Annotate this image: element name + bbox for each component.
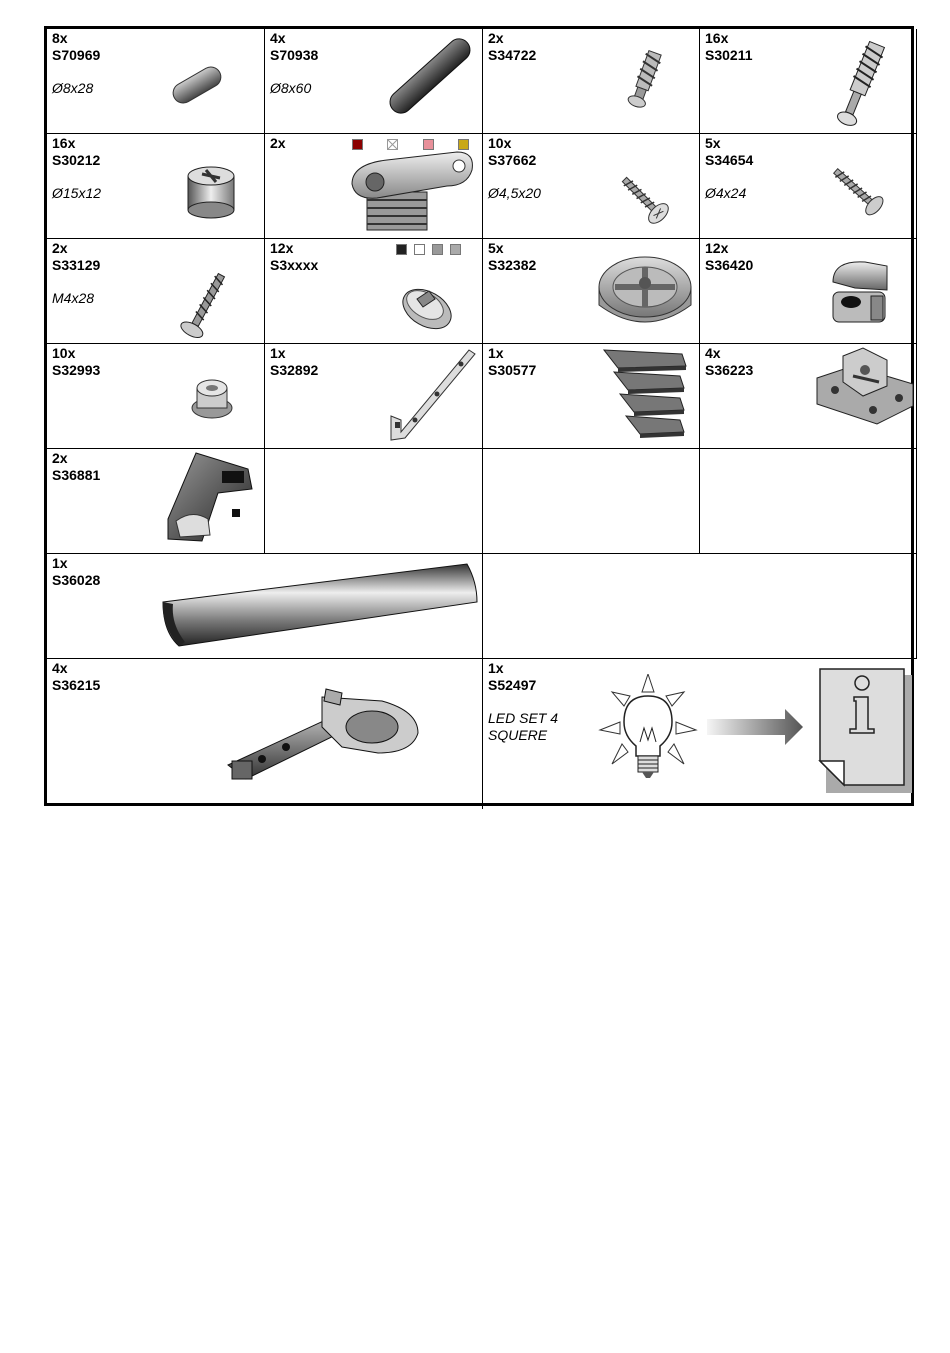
part-code: S37662 xyxy=(488,152,537,168)
part-dimension: Ø4x24 xyxy=(705,185,747,201)
hinge-icon xyxy=(222,687,422,787)
empty-cell xyxy=(483,449,700,554)
part-cell xyxy=(700,134,917,239)
part-cell xyxy=(483,344,700,449)
part-code: S36223 xyxy=(705,362,754,378)
handle-icon xyxy=(159,562,479,652)
part-code: S70969 xyxy=(52,47,101,63)
part-cell xyxy=(265,239,483,344)
part-code: S34722 xyxy=(488,47,537,63)
part-code: S36420 xyxy=(705,257,754,273)
part-qty: 4x xyxy=(705,345,721,361)
part-cell xyxy=(265,29,483,134)
part-qty: 8x xyxy=(52,30,68,46)
part-cell xyxy=(700,344,917,449)
part-description: LED SET 4 SQUERE xyxy=(488,710,559,743)
color-swatch xyxy=(450,244,461,255)
part-cell xyxy=(47,344,265,449)
part-dimension: Ø8x28 xyxy=(52,80,94,96)
part-code: S3xxxx xyxy=(270,257,319,273)
part-qty: 2x xyxy=(52,240,68,256)
color-swatch xyxy=(432,244,443,255)
empty-cell xyxy=(483,554,917,659)
wall-bracket-icon xyxy=(375,344,480,444)
part-qty: 5x xyxy=(705,135,721,151)
part-dimension: M4x28 xyxy=(52,290,95,306)
part-qty: 4x xyxy=(52,660,68,676)
parts-table xyxy=(44,26,914,806)
part-cell xyxy=(483,239,700,344)
light-bulb-icon xyxy=(598,674,698,784)
color-swatch xyxy=(414,244,425,255)
part-cell xyxy=(483,134,700,239)
part-qty: 5x xyxy=(488,240,504,256)
part-qty: 2x xyxy=(52,450,68,466)
part-dimension: Ø8x60 xyxy=(270,80,312,96)
part-cell xyxy=(700,29,917,134)
part-code: S32382 xyxy=(488,257,537,273)
part-dimension: Ø15x12 xyxy=(52,185,102,201)
part-code: S34654 xyxy=(705,152,754,168)
clip-icon xyxy=(162,449,257,547)
screw-icon xyxy=(828,159,888,224)
shelf-support-icon xyxy=(825,254,897,329)
part-qty: 16x xyxy=(705,30,729,46)
part-cell xyxy=(483,659,917,809)
part-code: S30577 xyxy=(488,362,537,378)
part-cell xyxy=(47,449,265,554)
part-cell xyxy=(265,344,483,449)
part-qty: 2x xyxy=(270,135,286,151)
part-cell xyxy=(483,29,700,134)
color-swatch xyxy=(396,244,407,255)
part-cell xyxy=(700,239,917,344)
cam-bolt-icon xyxy=(623,47,668,112)
cam-lock-icon xyxy=(182,162,242,222)
part-code: S32993 xyxy=(52,362,101,378)
part-qty: 1x xyxy=(488,660,504,676)
dowel-long-icon xyxy=(380,31,480,121)
part-qty: 10x xyxy=(52,345,76,361)
part-code: S30211 xyxy=(705,47,753,63)
arrow-right-icon xyxy=(705,707,805,747)
part-qty: 2x xyxy=(488,30,504,46)
part-cell xyxy=(47,134,265,239)
part-qty: 1x xyxy=(270,345,286,361)
part-dimension: Ø4,5x20 xyxy=(488,185,541,201)
part-code: S70938 xyxy=(270,47,319,63)
part-cell xyxy=(47,659,483,809)
empty-cell xyxy=(265,449,483,554)
part-code: S36215 xyxy=(52,677,101,693)
part-code: S32892 xyxy=(270,362,319,378)
empty-cell xyxy=(700,449,917,554)
part-cell xyxy=(47,554,483,659)
bolt-icon xyxy=(175,267,235,344)
bumper-icon xyxy=(187,374,237,424)
part-qty: 4x xyxy=(270,30,286,46)
part-qty: 12x xyxy=(270,240,294,256)
screw-icon xyxy=(618,169,673,231)
part-qty: 1x xyxy=(488,345,504,361)
part-qty: 1x xyxy=(52,555,68,571)
part-code: S36028 xyxy=(52,572,101,588)
part-code: S33129 xyxy=(52,257,101,273)
shelf-bracket-icon xyxy=(347,142,477,234)
part-cell xyxy=(47,239,265,344)
shims-icon xyxy=(598,346,693,446)
part-qty: 10x xyxy=(488,135,512,151)
info-document-icon xyxy=(818,667,915,795)
part-code: S52497 xyxy=(488,677,537,693)
part-cell xyxy=(47,29,265,134)
part-qty: 12x xyxy=(705,240,729,256)
foot-glide-icon xyxy=(595,247,695,337)
part-code: S36881 xyxy=(52,467,101,483)
dowel-short-icon xyxy=(165,57,230,112)
part-code: S30212 xyxy=(52,152,101,168)
cover-cap-icon xyxy=(395,277,460,332)
connector-bolt-icon xyxy=(825,37,895,132)
mounting-plate-icon xyxy=(813,346,917,431)
part-cell xyxy=(265,134,483,239)
part-qty: 16x xyxy=(52,135,76,151)
